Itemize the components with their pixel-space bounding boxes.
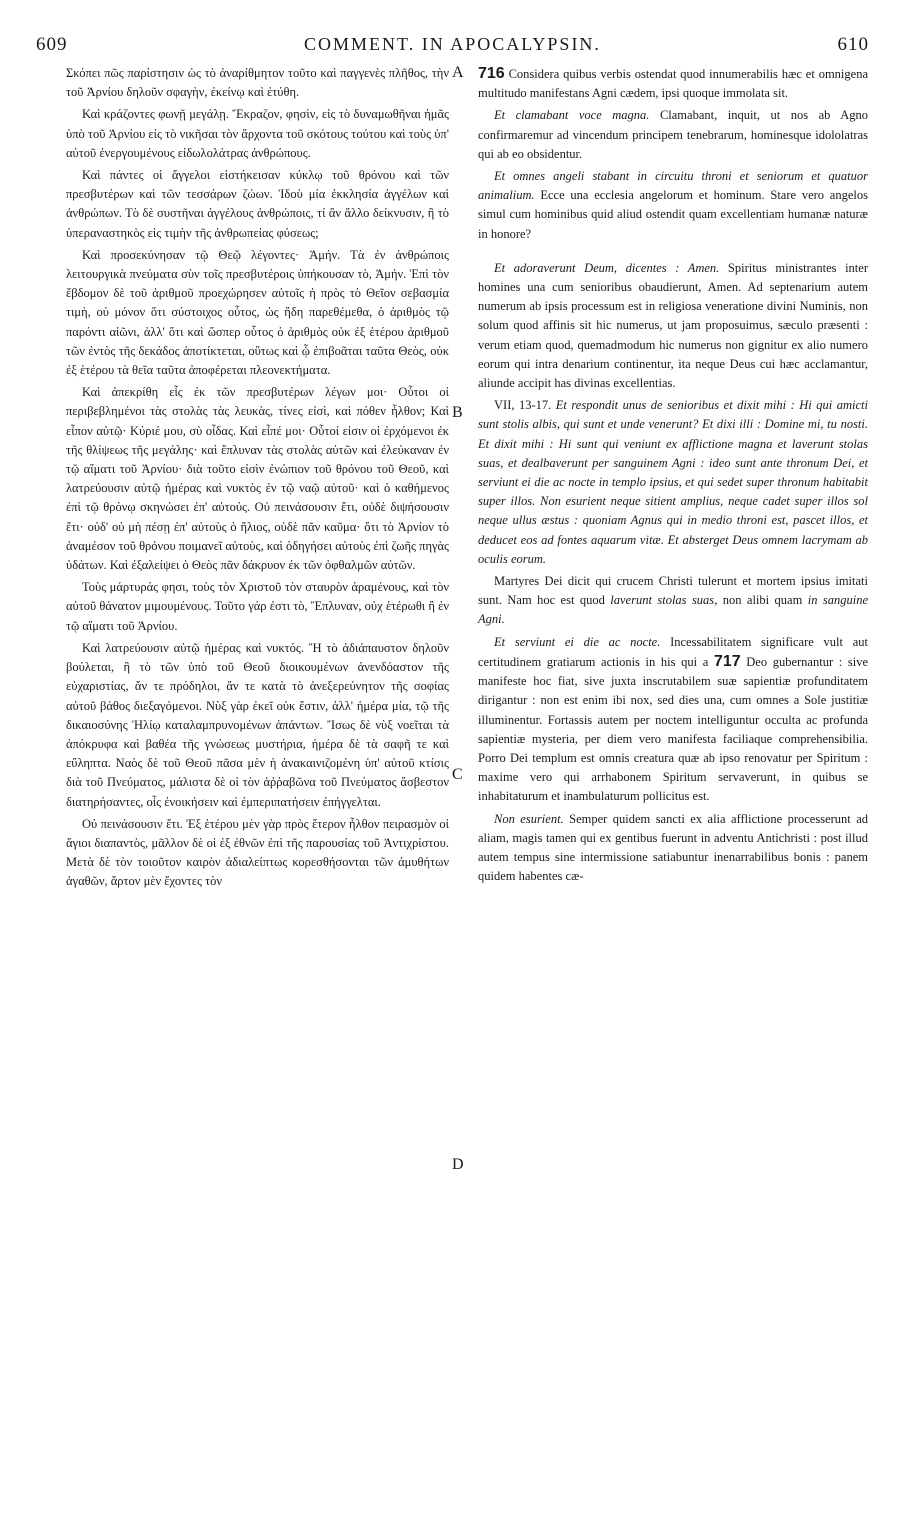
latin-paragraph: [478, 64, 868, 103]
margin-letter-a: A: [452, 64, 464, 81]
latin-quote: in sanguine Agni.: [478, 593, 868, 627]
running-header: [36, 34, 869, 58]
latin-lemma: Non esurient.: [494, 811, 564, 826]
page-number-left: 609: [36, 34, 68, 55]
latin-text: Incessabilitatem significare vult aut certitudinem gratiarum actionis in his qui a: [478, 634, 868, 669]
latin-text: , non alibi quam: [714, 593, 808, 608]
latin-paragraph: [478, 259, 868, 393]
latin-text: Martyres Dei dicit qui crucem Christi tulerunt et mortem ipsius imitati sunt. Nam hoc est quod: [478, 574, 868, 608]
latin-lemma: Et adoraverunt Deum, dicentes : Amen.: [494, 260, 720, 275]
greek-paragraph: Καὶ ἀπεκρίθη εἷς ἐκ τῶν πρεσβυτέρων λέγων μοι· Οὗτοι οἱ περιβεβλημένοι τὰς στολὰς τὰς λευκὰς, τίνες εἰσὶ, καὶ πόθεν ἦλθον; Καὶ εἶπον αὐτῷ· Κύριέ μου, σὺ οἶδας. Καὶ εἶπέ μοι· Οὗτοί εἰσιν οἱ ἐρχόμενοι ἐκ τῆς θλίψεως τῆς μεγάλης· καὶ ἔπλυναν τὰς στολὰς αὐτῶν καὶ ἐλεύκαναν ἐν τῷ αἵματι τοῦ Ἀρνίου· διὰ τοῦτο εἰσὶν ἐνώπιον τοῦ θρόνου τοῦ Θεοῦ, καὶ λατρεύουσιν αὐτῷ ἡμέρας καὶ νυκτὸς ἐν τῷ ναῷ αὐτοῦ· καὶ ὁ καθήμενος ἐπὶ τῷ θρόνῳ σκηνώσει ἐπ' αὐτούς. Οὐ πεινάσουσιν ἔτι, οὐδὲ διψήσουσιν ἔτι· οὐδ' οὐ μὴ πέσῃ ἐπ' αὐτοὺς ὁ ἥλιος, οὐδὲ πᾶν καῦμα· ὅτι τὸ Ἀρνίον τὸ ἀναμέσον τοῦ θρόνου ποιμανεῖ αὐτοὺς, καὶ ὁδηγήσει αὐτοὺς ἐπὶ ζωῆς πηγὰς ὑδάτων. Καὶ ἐξαλείψει ὁ Θεὸς πᾶν δάκρυον ἐκ τῶν ὀφθαλμῶν αὐτῶν.: [66, 385, 449, 573]
column-number-716: 716: [478, 65, 505, 82]
greek-column: [66, 64, 449, 895]
latin-lemma: Et respondit unus de senioribus et dixit mihi : Hi qui amicti sunt stolis albis, qui sunt et unde venerunt? Et dixi illi : Domine mi, tu nosti. Et dixit mihi : Hi sunt qui veniunt ex afflictione magna et laverunt stolas suas, et dealbaverunt per sanguinem Agni : ideo sunt ante thronum Dei, et serviunt ei die ac nocte in templo ipsius, et qui sedet super thronum habitabit super illos. Non esurient neque sitient amplius, neque cadet super illos sol neque ullus æstus : quoniam Agnus qui in medio throni est, pascet illos, et deducet eos ad fontes aquarum vitæ. Et absterget Deus omnem lacrymam ab oculis eorum.: [478, 398, 869, 566]
latin-text: Clamabant, inquit, ut nos ab Agno confirmaremur ad vincendum principem tenebrarum, hominesque idololatras qui ab eo obsidentur.: [478, 108, 868, 161]
greek-paragraph: Τοὺς μάρτυράς φησι, τοὺς τὸν Χριστοῦ τὸν σταυρὸν ἀραμένους, καὶ τὸν αὐτοῦ θάνατον μιμουμένους. Τοῦτο γάρ ἐστι τὸ, Ἔπλυναν, οὐχ ἑτέρωθι ἢ ἐν τῷ αἵματι τοῦ Ἀρνίου.: [66, 580, 449, 633]
latin-text: Spiritus ministrantes inter homines una cum senioribus obaudierunt, Amen. Ad septenarium autem numerum ab ipsis processum est in religiosa veneratione divini Numinis, non solum quod affinis sit hic numerus, ut jam proposuimus, sæculo præsenti : verum etiam quod, quemadmodum hic numerus non gignitur ex alio numero eorum qui intra denarium continentur, ita neque Deus cui hæc acclamantur, aliunde accipit has divinas excellentias.: [478, 260, 868, 391]
latin-paragraph: [478, 633, 868, 807]
latin-lemma: Et serviunt ei die ac nocte.: [494, 634, 661, 649]
latin-paragraph: [478, 572, 868, 630]
margin-letter-c: C: [452, 766, 463, 783]
verse-reference: VII, 13-17.: [494, 398, 552, 413]
latin-paragraph: [478, 810, 868, 887]
latin-text: Considera quibus verbis ostendat quod innumerabilis hæc et omnigena multitudo manifestans Agni cædem, ipsi quoque immolata sit.: [478, 67, 868, 101]
latin-paragraph: [478, 106, 868, 164]
greek-paragraph: Καὶ κράζοντες φωνῇ μεγάλῃ. Ἔκραζον, φησὶν, εἰς τὸ δυναμωθῆναι ἡμᾶς ὑπὸ τοῦ Ἀρνίου εἰς τὸ νικῆσαι τὸν ἄρχοντα τοῦ σκότους τούτου καὶ τοὺς ὑπ' αὐτοῦ ἐνεργουμένους εἰδωλολάτρας ἀνθρώπους.: [66, 107, 449, 160]
latin-column: [478, 64, 868, 889]
latin-lemma: Et omnes angeli stabant in circuitu throni et seniorum et quatuor animalium.: [478, 169, 868, 203]
greek-paragraph: Καὶ προσεκύνησαν τῷ Θεῷ λέγοντες· Ἀμήν. Τὰ ἐν ἀνθρώποις λειτουργικὰ πνεύματα σὺν τοῖς πρεσβυτέροις ὑπήκουσαν τὸ, Ἀμήν. Ἐπὶ τὸν ἕβδομον δὲ τοῦ ἀριθμοῦ προεχώρησεν αὐτοῖς ἡ πρὸς τὸ Θεῖον σεβασμία τιμὴ, οὐ μόνον ὅτι σύστοιχος οὗτος, ὡς ἤδη παρεθέμεθα, ὁ ἀριθμὸς τῷ παρόντι αἰῶνι, ἀλλ' ὅτι καὶ ὥσπερ οὗτος ὁ ἀριθμὸς οὐκ ἐξ ἑτέρου ἀριθμοῦ τῶν ἐντὸς τῆς δεκάδος ἀποτίκτεται, οὕτως καὶ ᾧ ἐπιβοᾶται ταῦτα Θεὸς, οὐκ ἐξ ἑτέρου τὰ θεῖα ταῦτα ἀποφέρεται πλεονεκτήματα.: [66, 247, 449, 378]
greek-paragraph: Οὐ πεινάσουσιν ἔτι. Ἐξ ἑτέρου μὲν γὰρ πρὸς ἕτερον ἦλθον πειρασμὸν οἱ ἅγιοι διαπαντὸς, μᾶλλον δὲ οἱ ἐξ ἐθνῶν ἐπὶ τῆς παρουσίας τοῦ Ἀντιχρίστου. Μετὰ δὲ τὸν τοιοῦτον καιρὸν ἀδιαλείπτως κορεσθήσονται τῶν ἀμυθήτων ἀγαθῶν, ἄρτον μὲν ἔχοντες τὸν: [66, 816, 449, 889]
greek-paragraph: Σκόπει πῶς παρίστησιν ὡς τὸ ἀναρίθμητον τοῦτο καὶ παγγενὲς πλῆθος, τὴν τοῦ Ἀρνίου δηλοῦν σφαγὴν, ἐκείνῳ καὶ ἐτύθη.: [66, 66, 449, 100]
latin-text: Semper quidem sancti ex alia afflictione processerunt ad aliam, magis tamen qui ex gentibus fuerunt in adventu Antichristi : post illud autem tempus sine intermissione satiabuntur inenarrabilibus bonis : panem quidem habentes cæ-: [478, 811, 869, 884]
greek-paragraph: Καὶ πάντες οἱ ἄγγελοι εἱστήκεισαν κύκλῳ τοῦ θρόνου καὶ τῶν πρεσβυτέρων καὶ τῶν τεσσάρων ζώων. Ἰδοὺ μία ἐκκλησία ἀγγέλων καὶ ἀνθρώπων. Τὸ δὲ συστῆναι ἀγγέλους ἀνθρώποις, τί ἂν ἄλλο δείκνυσιν, ἢ τὸ ὑπεραναστηκὸς εἰς τιμὴν τῆς ἀνθρωπείας φύσεως;: [66, 168, 449, 240]
latin-text: Ecce una ecclesia angelorum et hominum. Stare vero angelos simul cum hominibus quid aliud ostendit quam excellentiam humanæ naturæ in honore?: [478, 188, 868, 241]
latin-text: Deo gubernantur : sive manifeste hoc fiat, sive juxta inscrutabilem suæ sapientiæ profunditatem dirigantur : non est enim ibi nox, sed dies una, cum omnes a Sole justitiæ illuminentur. Fortassis autem per noctem intelliguntur occulta ac profunda sapientiæ mysteria, per diem vero manifesta faciliaque comprehensibilia. Porro Dei templum est omnis creatura quæ ab ipso renovatur per Spiritum : maxime vero qui arrhabonem Spiritum servaverunt, in quibus se inhabitaturum et inambulaturum pollicitus est.: [478, 654, 868, 804]
latin-quote: laverunt stolas suas: [610, 593, 715, 608]
margin-letter-d: D: [452, 1156, 464, 1173]
page-number-right: 610: [837, 34, 869, 55]
latin-lemma: Et clamabant voce magna.: [494, 108, 650, 123]
running-title: COMMENT. IN APOCALYPSIN.: [304, 34, 601, 54]
column-number-717: 717: [713, 652, 741, 670]
latin-paragraph: [478, 167, 868, 244]
greek-paragraph: Καὶ λατρεύουσιν αὐτῷ ἡμέρας καὶ νυκτός. Ἢ τὸ ἀδιάπαυστον δηλοῦν βούλεται, ἢ τὸ τῶν ὑπὸ τοῦ Θεοῦ διοικουμένων ἀνενδόαστον τῆς εὐχαριστίας, ἄν τε πρόδηλοι, ἄν τε κατὰ τὸ ἀνεξερεύνητον τῆς σοφίας αὐτοῦ βάθος διεξαγόμενοι. Νὺξ γὰρ ἐκεῖ οὐκ ἔστιν, ἀλλ' ἡμέρα μία, τῷ τῆς δικαιοσύνης Ἡλίῳ καταλαμπρυνομένων ἁπάντων. Ἴσως δὲ νὺξ νοεῖται τὰ ἀπόκρυφα καὶ βαθέα τῆς γνώσεως μυστήρια, ἡμέρα δὲ τὰ σαφῆ τε καὶ εὔληπτα. Ναὸς δὲ τοῦ Θεοῦ πᾶσα μὲν ἡ ἀνακαινιζομένη ὑπ' αὐτοῦ κτίσις διὰ τοῦ Πνεύματος, μάλιστα δὲ οἱ τὸν ἀῤῥαβῶνα τοῦ Πνεύματος ἄσβεστον διατηρήσαντες, οἷς ἐνοικήσειν καὶ ἐμπεριπατήσειν ἐπήγγελται.: [66, 640, 449, 809]
latin-paragraph: [478, 396, 868, 569]
margin-letter-b: B: [452, 404, 463, 421]
